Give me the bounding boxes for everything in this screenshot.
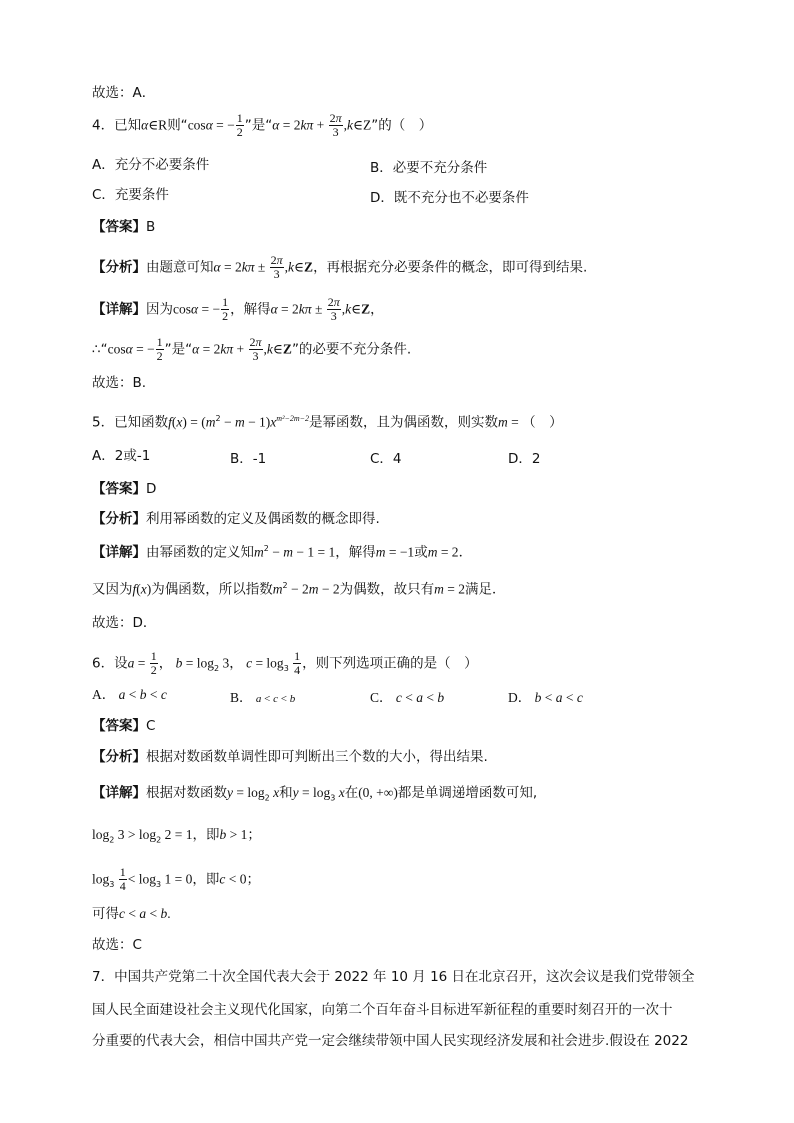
q4-solution: 【详解】因为cosα = − $\frac{1}{2}$ ，解得α = 2kπ ± $\frac{2\pi}{3}$ ,k∈Z， — [92, 295, 384, 323]
q5-option-d: D．2 — [508, 451, 541, 467]
q6-analysis: 【分析】根据对数函数单调性即可判断出三个数的大小，得出结果. — [92, 749, 488, 765]
q4-stem: 4．已知α∈R则“cosα = − $\frac{1}{2}$ ”是“α = 2kπ + $\frac{2\pi}{3}$ ,k∈Z”的（ ） — [92, 111, 433, 139]
q5-analysis: 【分析】利用幂函数的定义及偶函数的概念即得. — [92, 511, 380, 527]
q5-solution: 【详解】由幂函数的定义知$m^2 - m - 1 = 1$，解得m = −1或m = 2． — [92, 544, 473, 561]
q6-option-c: C． c < a < b — [370, 690, 445, 705]
q5-line2: 又因为f(x)为偶函数，所以指数$m^2 - 2m - 2$为偶数，故只有m = 2满足． — [92, 581, 506, 598]
q6-answer: 【答案】C — [92, 718, 156, 734]
q5-option-a: A．2或-1 — [92, 448, 151, 464]
q7-line-1: 7．中国共产党第二十次全国代表大会于 2022 年 10 月 16 日在北京召开，这次会议是我们党带领全 — [92, 969, 695, 985]
q5-option-c: C．4 — [370, 451, 402, 467]
q6-step1: $\log_2 3 > \log_2 2 = 1$，即b > 1； — [92, 827, 261, 845]
q5-option-b: B．-1 — [230, 451, 267, 467]
q4-conclusion: ∴“cosα = − $\frac{1}{2}$ ”是“α = 2kπ + $\frac{2\pi}{3}$ ,k∈Z”的必要不充分条件. — [92, 335, 412, 363]
q7-line-2: 国人民全面建设社会主义现代化国家，向第二个百年奋斗目标进军新征程的重要时刻召开的一次十 — [92, 1002, 673, 1018]
prev-answer-line: 故选：A． — [92, 85, 156, 101]
q6-result: 可得c < a < b. — [92, 906, 171, 922]
q4-answer: 【答案】B — [92, 219, 156, 235]
q6-option-a: A． a < b < c — [92, 687, 167, 702]
q5-answer: 【答案】D — [92, 481, 157, 497]
q4-option-c: C．充要条件 — [92, 187, 169, 203]
q6-stem: 6．设a = $\frac{1}{2}$ ， $b = \log_2 3$， $c = \log_3$ $\frac{1}{4}$ ，则下列选项正确的是（ ） — [92, 649, 478, 677]
q4-option-a: A．充分不必要条件 — [92, 157, 210, 173]
q4-end: 故选：B. — [92, 375, 147, 391]
q7-line-3: 分重要的代表大会，相信中国共产党一定会继续带领中国人民实现经济发展和社会进步.假设在 2022 — [92, 1033, 689, 1049]
q6-option-d: D． b < a < c — [508, 690, 583, 705]
q6-end: 故选：C — [92, 937, 142, 953]
q5-end: 故选：D． — [92, 615, 157, 631]
q4-analysis: 【分析】由题意可知α = 2kπ ± $\frac{2\pi}{3}$ ,k∈Z，再根据充分必要条件的概念，即可得到结果. — [92, 253, 588, 281]
q6-step2: $\log_3$ $\frac{1}{4}$ < $\log_3 1 = 0$，即c < 0； — [92, 865, 260, 893]
q4-option-d: D．既不充分也不必要条件 — [370, 190, 529, 206]
q6-option-b: B． a < c < b — [230, 690, 296, 705]
q5-stem: 5．已知函数$f(x) = (m^2 - m - 1)x^{m^2-2m-2}$是幂函数，且为偶函数，则实数m = （ ） — [92, 414, 563, 431]
q4-option-b: B．必要不充分条件 — [370, 160, 488, 176]
q6-solution: 【详解】根据对数函数$y = \log_2 x$和$y = \log_3 x$在(0, +∞)都是单调递增函数可知, — [92, 785, 538, 803]
